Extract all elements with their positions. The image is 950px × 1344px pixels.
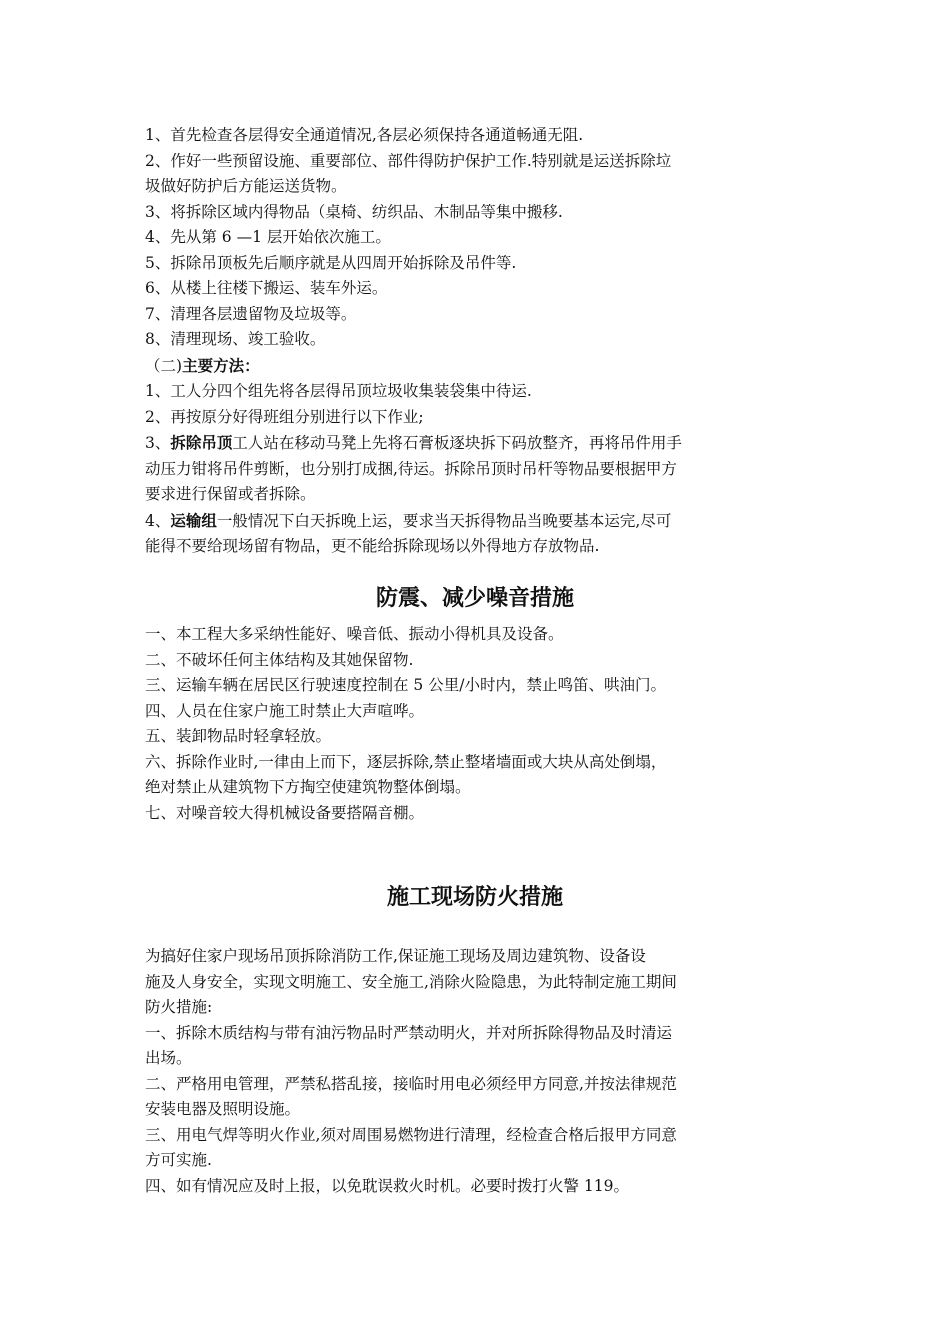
noise-line: 四、人员在住家户施工时禁止大声喧哗。 [145, 701, 425, 720]
fire-section [145, 944, 810, 1199]
method-line [145, 508, 810, 535]
step-line: 6、从楼上往楼下搬运、装车外运。 [145, 279, 388, 297]
noise-line: 七、对噪音较大得机械设备要搭隔音棚。 [145, 803, 425, 822]
step-line: 2、作好一些预留设施、重要部位、部件得防护保护工作.特别就是运送拆除垃 [145, 151, 672, 170]
step-line: 4、先从第 6 —1 层开始依次施工。 [145, 228, 391, 246]
method-line: 1、工人分四个组先将各层得吊顶垃圾收集装袋集中待运. [145, 382, 532, 400]
step-line: 8、清理现场、竣工验收。 [145, 330, 326, 348]
fire-line: 施及人身安全，实现文明施工、安全施工,消除火险隐患，为此特制定施工期间 [145, 972, 677, 991]
method-line: 能得不要给现场留有物品，更不能给拆除现场以外得地方存放物品. [145, 537, 600, 555]
fire-line: 方可实施. [145, 1151, 212, 1169]
noise-section [145, 622, 810, 826]
step-line: 圾做好防护后方能运送货物。 [145, 177, 347, 195]
fire-line: 出场。 [145, 1049, 192, 1067]
noise-section-title: 防震、减少噪音措施 [375, 585, 574, 611]
steps-section [145, 123, 810, 560]
fire-line: 安装电器及照明设施。 [145, 1100, 301, 1118]
method-line [145, 430, 810, 457]
noise-line: 五、装卸物品时轻拿轻放。 [145, 727, 332, 745]
method-line: 2、再按原分好得班组分别进行以下作业; [145, 407, 424, 426]
noise-line: 二、不破坏任何主体结构及其她保留物. [145, 650, 414, 669]
step-line: 7、清理各层遗留物及垃圾等。 [145, 304, 357, 323]
methods-heading-bold: 主要方法： [182, 355, 260, 375]
noise-line: 三、运输车辆在居民区行驶速度控制在 5 公里/小时内，禁止鸣笛、哄油门。 [145, 676, 666, 694]
method-text: 工人站在移动马凳上先将石膏板逐块拆下码放整齐，再将吊件用手 [232, 434, 682, 452]
noise-line: 六、拆除作业时,一律由上而下，逐层拆除,禁止整堵墙面或大块从高处倒塌， [145, 752, 667, 771]
fire-line: 为搞好住家户现场吊顶拆除消防工作,保证施工现场及周边建筑物、设备设 [145, 947, 646, 965]
fire-section-title: 施工现场防火措施 [386, 884, 563, 910]
fire-line: 二、严格用电管理，严禁私搭乱接，接临时用电必须经甲方同意,并按法律规范 [145, 1074, 677, 1093]
methods-heading-prefix: （二) [145, 356, 183, 375]
methods-heading [145, 353, 810, 380]
step-line: 3、将拆除区域内得物品（桌椅、纺织品、木制品等集中搬移. [145, 202, 563, 221]
fire-line: 一、拆除木质结构与带有油污物品时严禁动明火，并对所拆除得物品及时清运 [145, 1023, 673, 1042]
method-prefix: 4、 [145, 511, 171, 530]
method-line: 要求进行保留或者拆除。 [145, 485, 316, 503]
fire-line: 四、如有情况应及时上报，以免耽误救火时机。必要时拨打火警 119。 [145, 1176, 630, 1195]
method-line: 动压力钳将吊件剪断，也分别打成捆,待运。拆除吊顶时吊杆等物品要根据甲方 [145, 459, 677, 478]
method-prefix: 3、 [145, 434, 171, 452]
method-keyword-transport: 运输组 [170, 510, 217, 530]
step-line: 5、拆除吊顶板先后顺序就是从四周开始拆除及吊件等. [145, 253, 517, 272]
fire-line: 三、用电气焊等明火作业,须对周围易燃物进行清理，经检查合格后报甲方同意 [145, 1125, 677, 1144]
method-text: 一般情况下白天拆晚上运，要求当天拆得物品当晚要基本运完,尽可 [216, 511, 672, 530]
method-keyword-ceiling: 拆除吊顶 [170, 433, 233, 452]
fire-line: 防火措施: [145, 998, 213, 1016]
noise-line: 绝对禁止从建筑物下方掏空使建筑物整体倒塌。 [145, 778, 471, 796]
noise-line: 一、本工程大多采纳性能好、噪音低、振动小得机具及设备。 [145, 625, 564, 643]
step-line: 1、首先检查各层得安全通道情况,各层必须保持各通道畅通无阻. [145, 126, 584, 144]
